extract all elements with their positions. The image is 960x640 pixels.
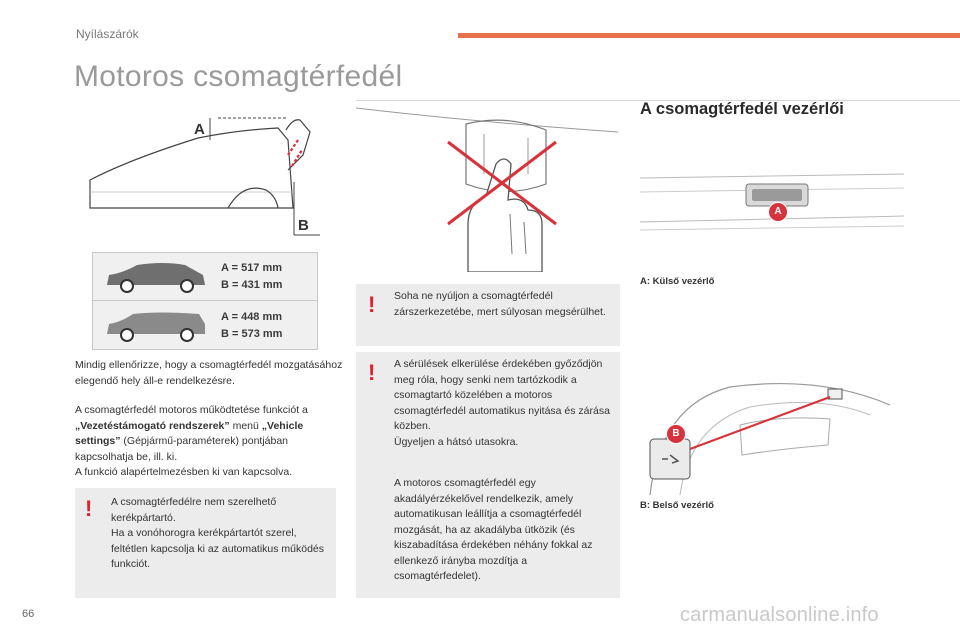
panel-divider [93,300,317,301]
dimension-b-value: B = 431 mm [221,279,283,291]
warning-text-bike-rack: A csomagtérfedélre nem szerelhető kerékpártartó. Ha a vonóhorogra kerékpártartót szerel, feltétlen kapcsolja ki az automatikus működés funkciót. [111,496,325,570]
caption-internal-control: B: Belső vezérlő [640,500,714,511]
warning-icon: ! [368,292,376,317]
warning-icon: ! [368,360,376,385]
obstacle-detection-text: A motoros csomagtérfedél egy akadályérzékelővel rendelkezik, amely automatikusan leállítja a csomagtérfedél mozgását, ha az akadályba ütközik (és kiszabadítása érdekében néhány fokkal az ellenkező irányba mozdítja a csomagtérfedelet). [394,477,593,582]
dimension-a-value: A = 517 mm [221,262,283,274]
header-accent-bar [458,33,960,38]
dimension-a-value: A = 448 mm [221,311,283,323]
warning-icon: ! [85,496,93,521]
warning-box-bike-rack [75,488,336,598]
section-label: Nyílászárók [76,27,139,41]
warning-text-injury: A sérülések elkerülése érdekében győződjön meg róla, hogy senki nem tartózkodik a csomagtartó közelében a motoros csomagtérfedél automatikus nyitása és zárása közben. Ügyeljen a hátsó utasokra. [394,358,610,448]
activation-text-pre: A csomagtérfedél motoros működtetése funkciót a [75,404,308,416]
badge-b-internal-control: B [666,424,686,444]
controls-subtitle: A csomagtérfedél vezérlői [640,100,844,118]
activation-paragraph [75,403,339,481]
dimension-row [93,253,317,299]
warning-box-mechanism [356,284,620,346]
warning-box-injury [356,352,620,598]
activation-text-post: (Gépjármű-paraméterek) pontjában kapcsolhatja be, ill. ki. [75,435,289,463]
caption-external-control: A: Külső vezérlő [640,276,715,287]
page-title: Motoros csomagtérfedél [74,60,403,93]
menu-name-vehicle-settings: „Vehicle settings” [75,419,304,447]
dimension-b-label: B [298,217,309,234]
dimension-b-value: B = 573 mm [221,328,283,340]
car-hatchback-icon [103,259,209,295]
car-estate-icon [103,308,209,344]
page-number: 66 [22,608,35,620]
tailgate-clearance-diagram [88,110,328,240]
hand-in-mechanism-illustration [356,104,618,272]
clearance-paragraph: Mindig ellenőrizze, hogy a csomagtérfedél mozgatásához elegendő hely áll-e rendelkezésre. [75,359,343,387]
badge-a-external-control: A [768,202,788,222]
dimension-row [93,302,317,348]
default-off-note: A funkció alapértelmezésben ki van kapcsolva. [75,466,293,478]
activation-text-mid: menü [229,419,262,432]
menu-name-driving-aids: „Vezetéstámogató rendszerek” [75,419,230,432]
dimensions-panel [92,252,318,350]
dimension-a-label: A [194,121,205,138]
warning-text-mechanism: Soha ne nyúljon a csomagtérfedél zárszerkezetébe, mert súlyosan megsérülhet. [394,290,606,318]
watermark: carmanualsonline.info [680,604,879,626]
